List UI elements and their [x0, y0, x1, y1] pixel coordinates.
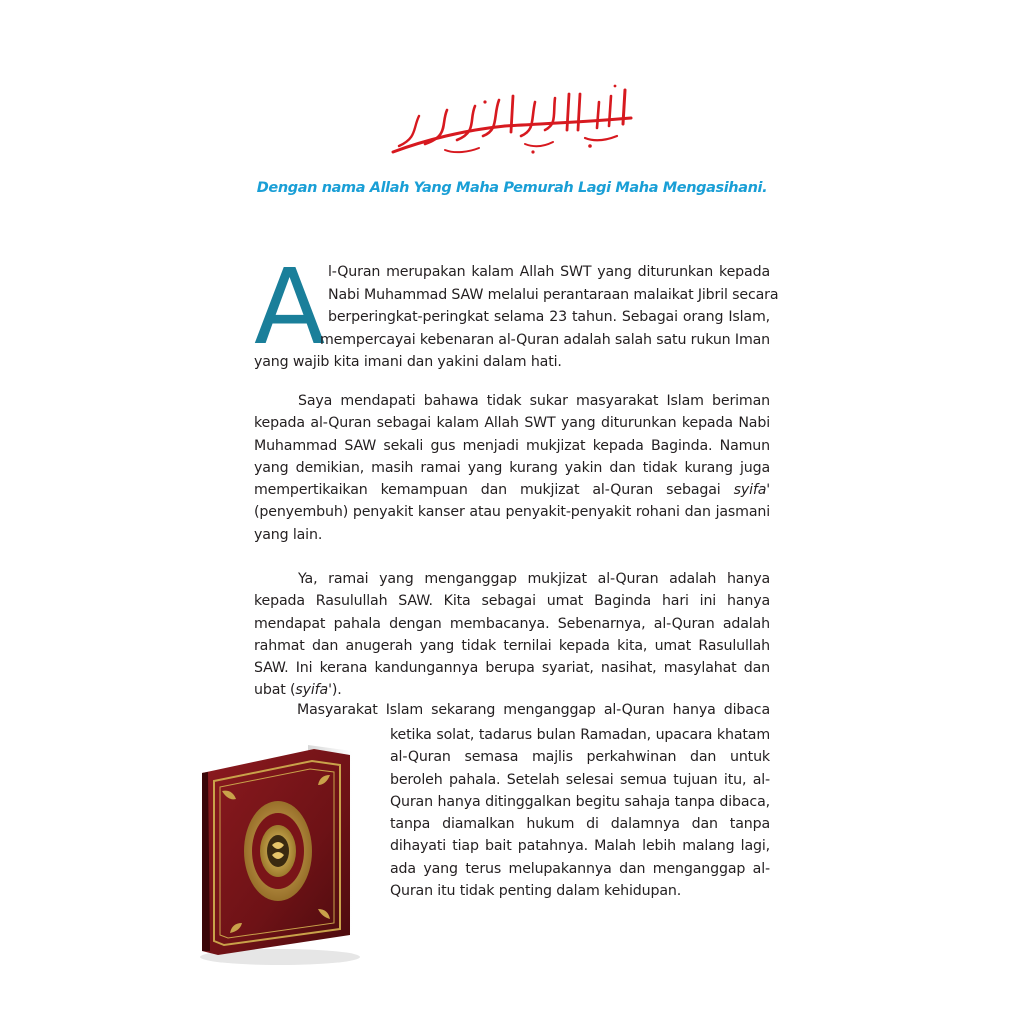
- bismillah-calligraphy: [385, 80, 640, 160]
- paragraph-2-text-end: (penyembuh) penyakit kanser atau penyakit-penyakit rohani dan jasmani yang lain.: [254, 504, 770, 543]
- italic-term: syifa': [295, 682, 332, 699]
- quran-book-illustration: [188, 745, 360, 975]
- paragraph-line: Nabi Muhammad SAW melalui perantaraan malaikat Jibril secara: [328, 287, 779, 303]
- paragraph-3: [254, 568, 770, 702]
- paragraph-line: yang wajib kita imani dan yakini dalam hati.: [254, 354, 562, 370]
- paragraph-line: mempercayai kebenaran al-Quran adalah salah satu rukun Iman: [320, 332, 770, 348]
- paragraph-4-first-line: Masyarakat Islam sekarang menganggap al-Quran hanya dibaca: [297, 702, 770, 718]
- italic-term: syifa': [733, 482, 770, 499]
- bismillah-translation: Dengan nama Allah Yang Maha Pemurah Lagi Maha Mengasihani.: [256, 180, 768, 196]
- paragraph-2: [254, 390, 770, 546]
- paragraph-3-text: Ya, ramai yang menganggap mukjizat al-Quran adalah hanya kepada Rasulullah SAW. Kita sebagai umat Baginda hari ini hanya mendapat pahala dengan membacanya. Sebenarnya, al-Quran adalah rahmat dan anugerah yang tidak ternilai kepada kita, umat Rasulullah SAW. Ini kerana kandungannya berupa syariat, nasihat, masylahat dan ubat (: [254, 571, 770, 699]
- drop-cap: A: [254, 246, 326, 368]
- paragraph-3-text-end: ).: [331, 682, 342, 699]
- paragraph-2-text: Saya mendapati bahawa tidak sukar masyarakat Islam beriman kepada al-Quran sebagai kalam Allah SWT yang diturunkan kepada Nabi Muhammad SAW sekali gus menjadi mukjizat kepada Baginda. Namun yang demikian, masih ramai yang kurang yakin dan tidak kurang juga mempertikaikan kemampuan dan mukjizat al-Quran sebagai: [254, 393, 770, 499]
- paragraph-line: l-Quran merupakan kalam Allah SWT yang diturunkan kepada: [328, 264, 770, 280]
- paragraph-4-text: ketika solat, tadarus bulan Ramadan, upacara khatam al-Quran semasa majlis perkahwinan dan untuk beroleh pahala. Setelah selesai semua tujuan itu, al-Quran hanya ditinggalkan begitu sahaja tanpa dibaca, tanpa diamalkan hukum di dalamnya dan tanpa dihayati tiap bait patahnya. Malah lebih malang lagi, ada yang terus melupakannya dan menganggap al-Quran itu tidak penting dalam kehidupan.: [390, 727, 770, 900]
- paragraph-line: berperingkat-peringkat selama 23 tahun. Sebagai orang Islam,: [328, 309, 770, 325]
